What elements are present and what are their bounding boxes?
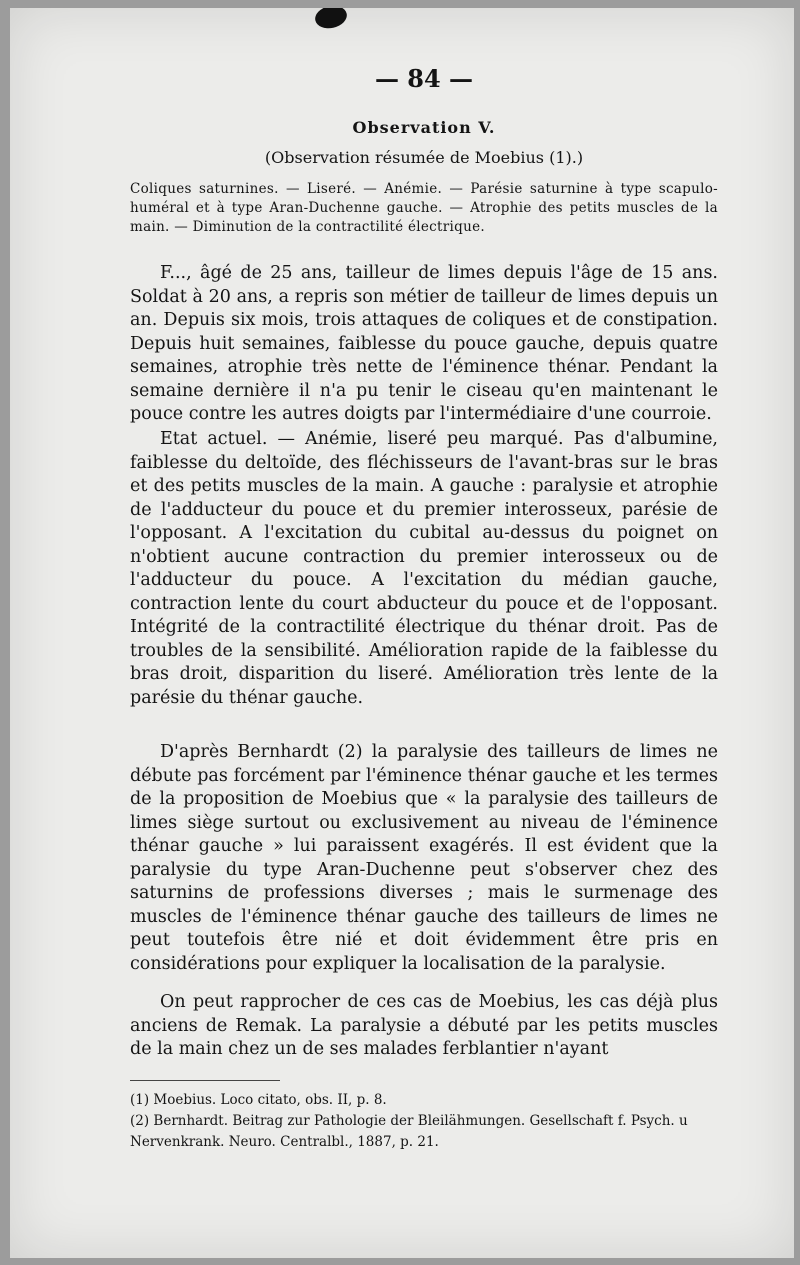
paragraph-text: D'après Bernhardt (2) la paralysie des tailleurs de limes ne débute pas forcément par l'éminence thénar gauche et les termes de la proposition de Moebius que « la paralysie des tailleurs de limes siège surtout ou exclusivement au niveau de l'éminence thénar gauche » lui paraissent exagérés. Il est évident que la paralysie du type Aran-Duchenne peut s'observer chez des saturnins de professions diverses ; mais le surmenage des muscles de l'éminence thénar gauche des tailleurs de limes ne peut toutefois être nié et doit évidemment être pris en considérations pour expliquer la localisation de la paralysie. — [130, 742, 718, 974]
observation-title: Observation V. — [352, 118, 496, 137]
paragraph-text: F..., âgé de 25 ans, tailleur de limes depuis l'âge de 15 ans. Soldat à 20 ans, a repris son métier de tailleur de limes depuis un an. Depuis six mois, trois attaques de coliques et de constipation. Depuis huit semaines, faiblesse du pouce gauche, depuis quatre semaines, atrophie très nette de l'éminence thénar. Pendant la semaine dernière il n'a pu tenir le ciseau qu'en maintenant le pouce contre les autres doigts par l'intermédiaire d'une courroie. — [130, 263, 718, 424]
paragraph-2 — [130, 428, 718, 710]
paragraph-text: Etat actuel. — Anémie, liseré peu marqué. Pas d'albumine, faiblesse du deltoïde, des fléchisseurs de l'avant-bras sur le bras et des petits muscles de la main. A gauche : paralysie et atrophie de l'adducteur du pouce et du premier interosseux, parésie de l'opposant. A l'excitation du cubital au-dessus du poignet on n'obtient aucune contraction du premier interosseux ou de l'adducteur du pouce. A l'excitation du médian gauche, contraction lente du court abducteur du pouce et de l'opposant. Intégrité de la contractilité électrique du thénar droit. Pas de troubles de la sensibilité. Amélioration rapide de la faiblesse du bras droit, disparition du liseré. Amélioration très lente de la parésie du thénar gauche. — [130, 429, 718, 708]
footnote-divider — [130, 1080, 280, 1081]
paragraph-text: On peut rapprocher de ces cas de Moebius, les cas déjà plus anciens de Remak. La paralysie a débuté par les petits muscles de la main chez un de ses malades ferblantier n'ayant — [130, 992, 718, 1059]
ink-blot-mark — [313, 8, 349, 31]
footnote-2: (2) Bernhardt. Beitrag zur Pathologie der Bleilähmungen. Gesellschaft f. Psych. u Nervenkrank. Neuro. Centralbl., 1887, p. 21. — [130, 1113, 688, 1150]
page-number: — 84 — — [374, 64, 474, 93]
paragraph-4 — [130, 991, 718, 1062]
observation-summary: Coliques saturnines. — Liseré. — Anémie. — Parésie saturnine à type scapulo-huméral et à type Aran-Duchenne gauche. — Atrophie des petits muscles de la main. — Diminution de la contractilité électrique. — [130, 181, 718, 235]
footnotes — [130, 1090, 718, 1153]
paragraph-3 — [130, 741, 718, 976]
paragraph-1 — [130, 262, 718, 427]
observation-subtitle: (Observation résumée de Moebius (1).) — [264, 148, 584, 167]
page-scan — [10, 8, 794, 1258]
footnote-1: (1) Moebius. Loco citato, obs. II, p. 8. — [130, 1092, 387, 1108]
